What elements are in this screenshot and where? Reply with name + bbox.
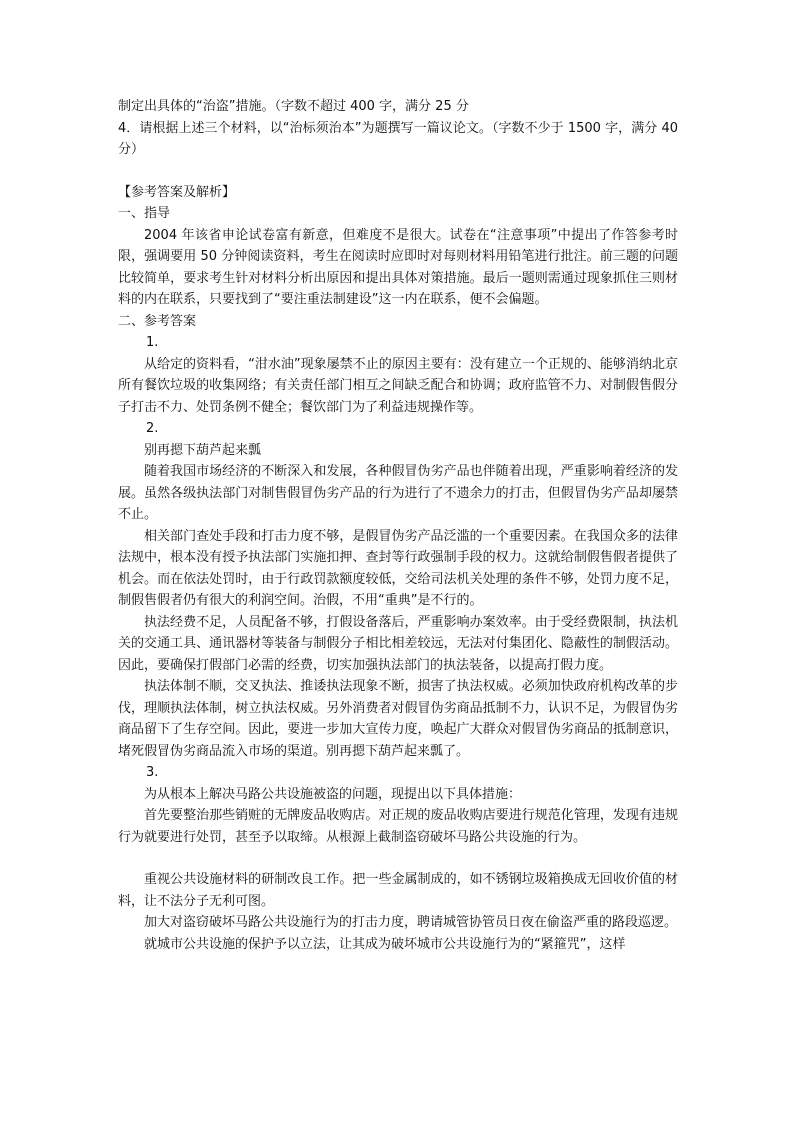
answer-3-paragraph: 就城市公共设施的保护予以立法，让其成为破坏城市公共设施行为的“紧箍咒”，这样 (144, 936, 626, 952)
answer-3-paragraph: 为从根本上解决马路公共设施被盗的问题，现提出以下具体措施： (144, 786, 522, 802)
document-page (118, 96, 678, 955)
answer-heading: 【参考答案及解析】 (118, 184, 236, 200)
answer-2-title: 别再摁下葫芦起来瓢 (144, 442, 262, 458)
answer-2-paragraph: 随着我国市场经济的不断深入和发展，各种假冒伪劣产品也伴随着出现，严重影响着经济的发展。虽然各级执法部门对制售假冒伪劣产品的行为进行了不遗余力的打击，但假冒伪劣产品却屡禁不止。 (118, 464, 678, 522)
spacer (118, 161, 678, 182)
section-2-title: 二、参考答案 (118, 313, 197, 329)
answer-2-paragraph: 执法经费不足，人员配备不够，打假设备落后，严重影响办案效率。由于受经费限制，执法机关的交通工具、通讯器材等装备与制假分子相比相差较远，无法对付集团化、隐蔽性的制假活动。因此，要确保打假部门必需的经费，切实加强执法部门的执法装备，以提高打假力度。 (118, 614, 678, 673)
answer-3-number: 3. (146, 765, 159, 780)
question-3-tail: 制定出具体的“治盗”措施。（字数不超过 400 字，满分 25 分 (118, 99, 469, 114)
section-1-body: 2004 年该省申论试卷富有新意，但难度不是很大。试卷在“注意事项”中提出了作答参考时限，强调要用 50 分钟阅读资料，考生在阅读时应即时对每则材料用铅笔进行批注。前三题的问题比较简单，要求考生针对材料分析出原因和提出具体对策措施。最后一题则需通过现象抓住三则材料的内在联系，只要找到了“要注重法制建设”这一内在联系，便不会偏题。 (118, 227, 678, 307)
section-1-title: 一、指导 (118, 206, 171, 221)
answer-2-paragraph: 执法体制不顺，交叉执法、推诿执法现象不断，损害了执法权威。必须加快政府机构改革的步伐，理顺执法体制，树立执法权威。另外消费者对假冒伪劣商品抵制不力，认识不足，为假冒伪劣商品留下了生存空间。因此，要进一步加大宣传力度，唤起广大群众对假冒伪劣商品的抵制意识，堵死假冒伪劣商品流入市场的渠道。别再摁下葫芦起来瓢了。 (118, 679, 678, 759)
answer-3-paragraph: 加大对盗窃破坏马路公共设施行为的打击力度，聘请城管协管员日夜在偷盗严重的路段巡逻。 (144, 915, 678, 930)
spacer (118, 848, 678, 869)
answer-3-paragraph: 首先要整治那些销赃的无牌废品收购店。对正规的废品收购店要进行规范化管理，发现有违规行为就要进行处罚，甚至予以取缔。从根源上截制盗窃破坏马路公共设施的行为。 (118, 808, 678, 845)
question-4: 4．请根据上述三个材料，以“治标须治本”为题撰写一篇议论文。（字数不少于 1500 字，满分 40 分） (118, 120, 678, 157)
answer-2-paragraph: 相关部门查处手段和打击力度不够，是假冒伪劣产品泛滥的一个重要因素。在我国众多的法律法规中，根本没有授予执法部门实施扣押、查封等行政强制手段的权力。这就给制假售假者提供了机会。而在依法处罚时，由于行政罚款额度较低，交给司法机关处理的条件不够，处罚力度不足，制假售假者仍有很大的利润空间。治假，不用“重典”是不行的。 (118, 528, 678, 608)
answer-3-paragraph: 重视公共设施材料的研制改良工作。把一些金属制成的，如不锈钢垃圾箱换成无回收价值的材料，让不法分子无利可图。 (118, 872, 678, 909)
answer-2-number: 2. (146, 421, 159, 436)
answer-1-number: 1. (146, 335, 159, 350)
answer-1-body: 从给定的资料看，“泔水油”现象屡禁不止的原因主要有：没有建立一个正规的、能够消纳北京所有餐饮垃圾的收集网络；有关责任部门相互之间缺乏配合和协调；政府监管不力、对制假售假分子打击不力、处罚条例不健全；餐饮部门为了利益违规操作等。 (118, 356, 678, 415)
